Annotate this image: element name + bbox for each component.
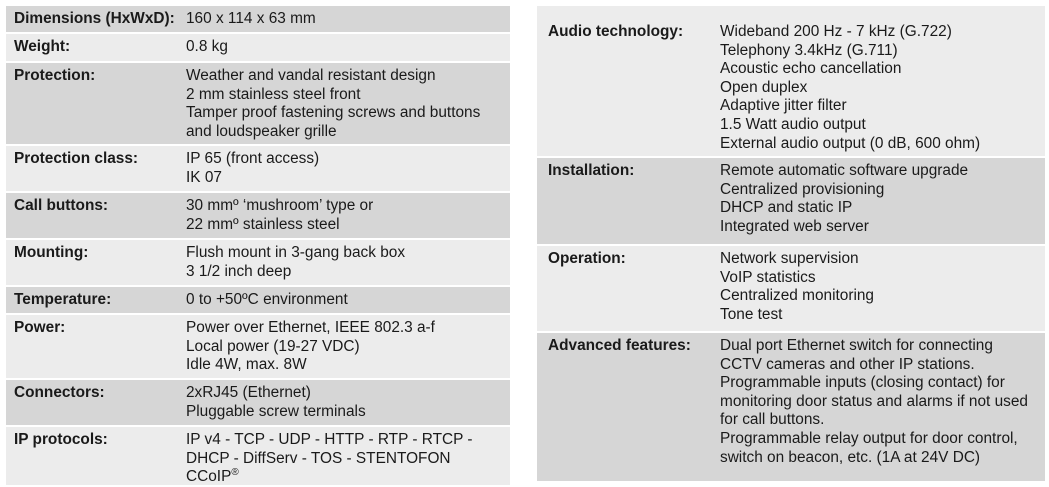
spec-value-line: Programmable relay output for door control, [720,429,1018,447]
spec-label: Installation: [548,162,635,179]
spec-label: Advanced features: [548,337,691,354]
spec-label: Operation: [548,250,626,267]
spec-row-audio-technology [537,6,1045,158]
spec-value-line: Tamper proof fastening screws and buttons [186,104,481,122]
spec-value-line: Dual port Ethernet switch for connecting [720,337,993,354]
spec-label: Audio technology: [548,23,684,40]
spec-label: Weight: [14,38,71,55]
spec-row-weight [6,34,510,63]
spec-value-line: IP v4 - TCP - UDP - HTTP - RTP - RTCP - [186,431,473,448]
spec-value [186,10,504,29]
spec-value-line: VoIP statistics [720,268,816,286]
spec-row-protection [6,63,510,146]
ccoip-text: CCoIP [186,468,232,486]
spec-value-line: 3 1/2 inch deep [186,262,292,280]
spec-value-line: DHCP - DiffServ - TOS - STENTOFON [186,449,451,467]
spec-row-operation [537,246,1045,333]
spec-label: Power: [14,319,66,336]
spec-table-left [6,4,510,487]
spec-value-line: Adaptive jitter filter [720,97,847,115]
spec-value-line: External audio output (0 dB, 600 ohm) [720,134,981,152]
spec-row-ip-protocols [6,427,510,487]
spec-value-line: Integrated web server [720,217,869,235]
spec-value [186,244,504,281]
spec-value-line: DHCP and static IP [720,199,853,217]
spec-value-line: and loudspeaker grille [186,122,337,140]
spec-value [186,38,504,57]
spec-value-line: Telephony 3.4kHz (G.711) [720,41,898,59]
spec-row-temperature [6,287,510,315]
spec-row-installation [537,158,1045,246]
spec-value-line: Remote automatic software upgrade [720,162,969,179]
spec-value [720,337,1040,467]
spec-row-advanced-features [537,333,1045,483]
spec-value-line: CCTV cameras and other IP stations. [720,355,975,373]
spec-value-line: 0.8 kg [186,38,228,55]
spec-row-power [6,315,510,380]
spec-value [186,67,504,141]
spec-value-line: IK 07 [186,168,222,186]
spec-value-line: Network supervision [720,250,859,267]
spec-value [186,291,504,310]
spec-row-connectors [6,380,510,427]
spec-label: Protection: [14,67,96,84]
spec-value-line: switch on beacon, etc. (1A at 24V DC) [720,448,981,466]
spec-row-mounting [6,240,510,287]
spec-value-line: Local power (19-27 VDC) [186,337,360,355]
spec-value-line: 2 mm stainless steel front [186,85,361,103]
spec-value-line: Centralized monitoring [720,287,874,305]
spec-value [186,197,504,234]
spec-value-line: Power over Ethernet, IEEE 802.3 a-f [186,319,435,336]
spec-label: IP protocols: [14,431,108,448]
spec-value-line: for call buttons. [720,411,825,429]
spec-value-line: IP 65 (front access) [186,150,320,167]
spec-value-line: Pluggable screw terminals [186,402,366,420]
spec-value [186,319,504,375]
spec-value-line: 2xRJ45 (Ethernet) [186,384,311,401]
spec-label: Mounting: [14,244,89,261]
spec-value-line: Weather and vandal resistant design [186,67,436,84]
spec-row-protection-class [6,146,510,193]
spec-value-line: Tone test [720,305,783,323]
spec-value-line: monitoring door status and alarms if not used [720,392,1028,410]
spec-value-line: Flush mount in 3-gang back box [186,244,406,261]
spec-value-line: Acoustic echo cancellation [720,60,902,78]
spec-label: Temperature: [14,291,112,308]
spec-value-line: Wideband 200 Hz - 7 kHz (G.722) [720,23,952,40]
spec-label: Call buttons: [14,197,109,214]
spec-value [186,150,504,187]
spec-value-line: Programmable inputs (closing contact) for [720,374,1005,392]
registered-mark: ® [231,467,239,479]
spec-value-line: Centralized provisioning [720,180,885,198]
spec-value-line [186,468,504,487]
spec-table-right [537,4,1045,483]
spec-value-line: Open duplex [720,78,808,96]
spec-value [720,23,1040,153]
spec-value-line: 160 x 114 x 63 mm [186,10,316,27]
spec-value [186,384,504,421]
spec-value [720,250,1040,324]
spec-value-line: 22 mmº stainless steel [186,215,340,233]
spec-value-line: 30 mmº ‘mushroom’ type or [186,197,374,214]
spec-value [720,162,1040,236]
spec-label: Connectors: [14,384,105,401]
spec-value [186,431,504,487]
spec-value-line: Idle 4W, max. 8W [186,356,307,374]
spec-label: Dimensions (HxWxD): [14,10,175,27]
spec-value-line: 1.5 Watt audio output [720,115,866,133]
spec-value-line: 0 to +50ºC environment [186,291,348,308]
spec-label: Protection class: [14,150,139,167]
spec-row-call-buttons [6,193,510,240]
spec-row-dimensions [6,6,510,34]
